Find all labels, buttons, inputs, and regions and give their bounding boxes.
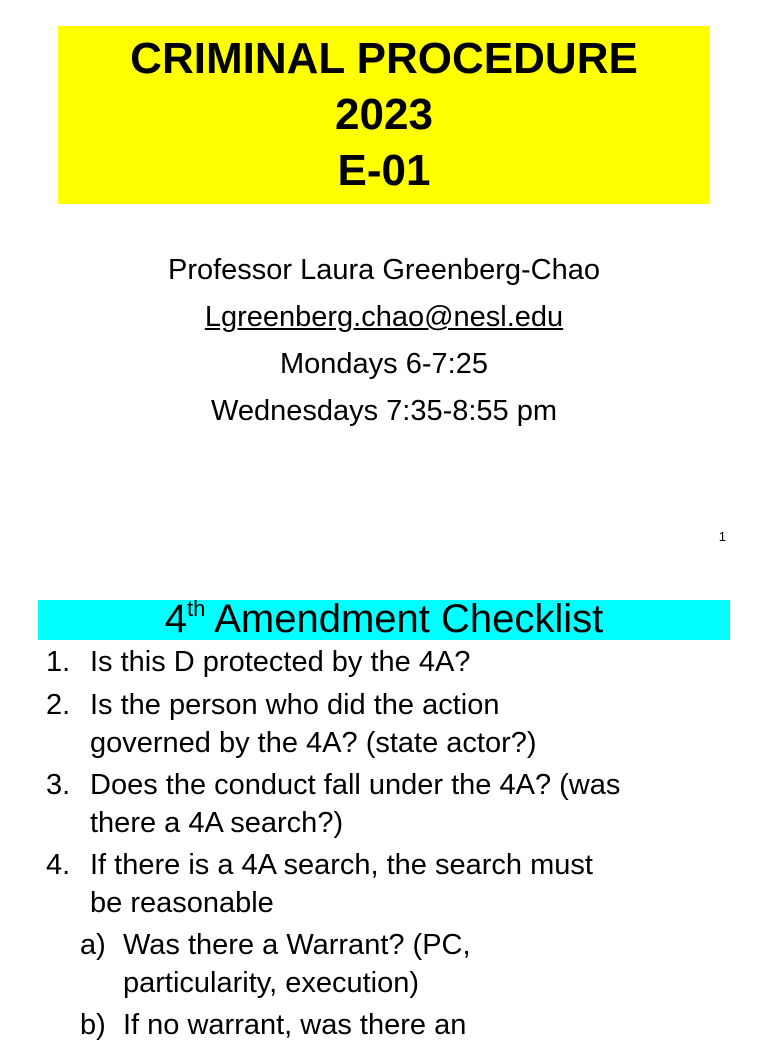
checklist-item-line: be reasonable — [90, 887, 274, 919]
checklist-item-number: 1. — [46, 646, 71, 678]
checklist-item-line: governed by the 4A? (state actor?) — [90, 727, 537, 759]
checklist-subitem-line: particularity, execution) — [123, 967, 420, 999]
heading-ordinal: 4 — [164, 597, 187, 641]
checklist-item-text — [90, 686, 537, 762]
heading-title: Amendment Checklist — [205, 597, 604, 641]
professor-name: Professor Laura Greenberg-Chao — [167, 254, 600, 286]
checklist-item-line: If there is a 4A search, the search must — [90, 849, 593, 881]
checklist-heading-bar — [38, 595, 730, 641]
checklist-item-line: Does the conduct fall under the 4A? (was — [90, 769, 621, 801]
checklist-item-line: Is this D protected by the 4A? — [90, 646, 471, 678]
checklist-subitem-text — [123, 1006, 466, 1044]
course-title-box — [58, 26, 710, 204]
checklist-subitem-letter: b) — [80, 1009, 106, 1041]
schedule-monday: Mondays 6-7:25 — [280, 348, 488, 380]
checklist-item-number: 2. — [46, 689, 71, 721]
course-year: 2023 — [335, 90, 433, 139]
checklist-item-line: Is the person who did the action — [90, 689, 500, 721]
course-section: E-01 — [337, 146, 431, 195]
course-title: CRIMINAL PROCEDURE — [130, 34, 638, 83]
checklist-item-text — [90, 846, 593, 922]
slide-page-number: 1 — [718, 529, 726, 544]
checklist-subitem-text — [123, 926, 471, 1002]
schedule-wednesday: Wednesdays 7:35-8:55 pm — [210, 395, 558, 427]
checklist-item-text — [90, 643, 470, 681]
checklist-subitem-letter: a) — [80, 929, 106, 961]
heading-ordinal-suffix: th — [186, 595, 206, 621]
instructor-info — [0, 247, 768, 435]
checklist-subitem-line: If no warrant, was there an — [123, 1009, 467, 1041]
checklist-item-line: there a 4A search?) — [90, 807, 344, 839]
checklist-subitem-line: Was there a Warrant? (PC, — [123, 929, 471, 961]
checklist-item-number: 3. — [46, 769, 71, 801]
checklist-heading — [38, 596, 730, 642]
checklist-item-text — [90, 766, 620, 842]
professor-email-link[interactable]: Lgreenberg.chao@nesl.edu — [204, 301, 564, 333]
checklist-item-number: 4. — [46, 849, 71, 881]
